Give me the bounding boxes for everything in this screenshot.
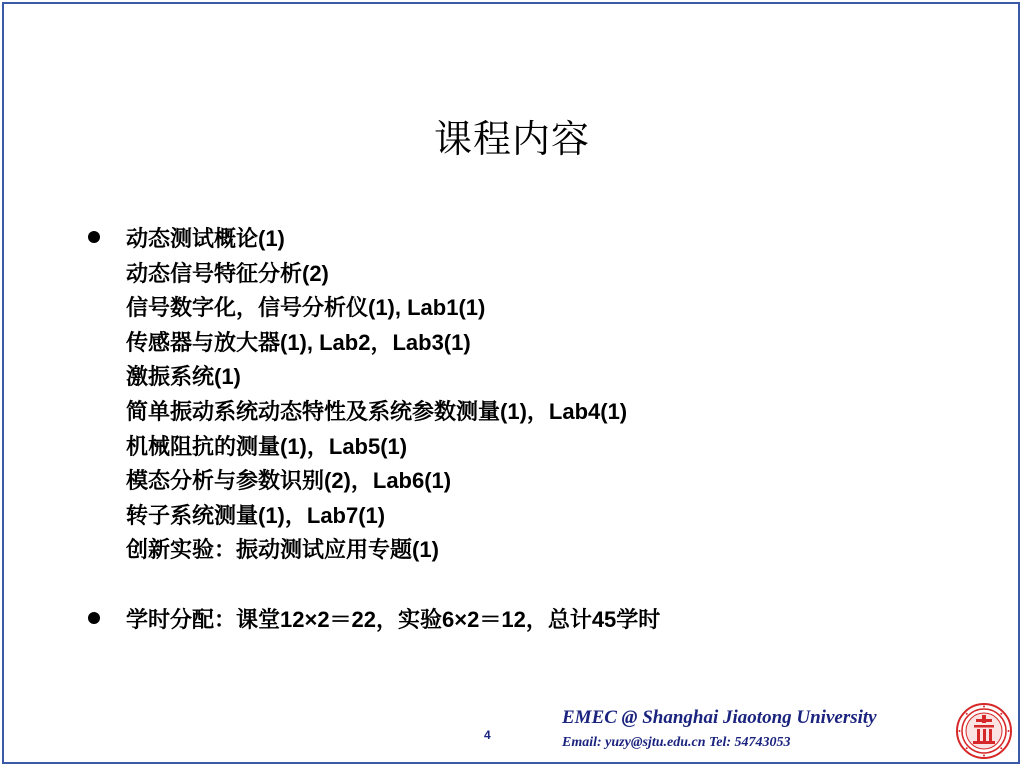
list-item: 模态分析与参数识别(2)，Lab6(1) (126, 468, 452, 494)
list-item: 简单振动系统动态特性及系统参数测量(1)，Lab4(1) (126, 398, 628, 424)
footer-contact: Email: yuzy@sjtu.edu.cn Tel: 54743053 (562, 735, 791, 750)
list-item: 动态信号特征分析(2) (126, 260, 329, 286)
sjtu-emblem-icon (956, 703, 1012, 759)
hours-list (126, 603, 660, 638)
list-item: 动态测试概论(1) (126, 226, 285, 251)
list-item: 传感器与放大器(1), Lab2，Lab3(1) (126, 329, 471, 355)
list-item: 学时分配：课堂12×2＝22，实验6×2＝12，总计45学时 (126, 607, 661, 632)
list-item: 转子系统测量(1)，Lab7(1) (126, 502, 386, 528)
footer-organization: EMEC @ Shanghai Jiaotong University (562, 707, 877, 728)
bullet-dot-icon (88, 612, 100, 624)
slide-title: 课程内容 (433, 117, 590, 161)
bullet-dot-icon (88, 231, 100, 243)
list-item: 信号数字化，信号分析仪(1), Lab1(1) (126, 295, 486, 321)
list-item: 机械阻抗的测量(1)，Lab5(1) (126, 433, 408, 459)
page-number: 4 (484, 728, 491, 742)
list-item: 激振系统(1) (126, 364, 241, 390)
topic-list (126, 222, 627, 568)
list-item: 创新实验：振动测试应用专题(1) (126, 537, 439, 563)
